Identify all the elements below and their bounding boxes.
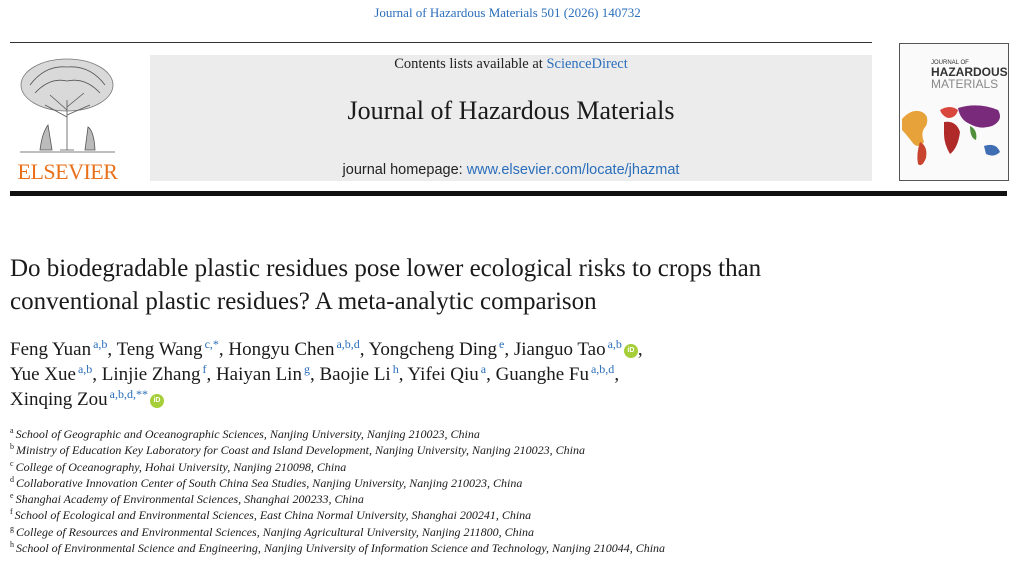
author-name: Baojie Li [319, 364, 391, 385]
article-title-line2: conventional plastic residues? A meta-analytic comparison [10, 288, 597, 315]
author-name: Yongcheng Ding [368, 339, 498, 360]
author[interactable] [496, 364, 619, 385]
author-affiliation-marks[interactable]: a [480, 362, 487, 376]
author-affiliation-marks[interactable]: c,* [204, 337, 219, 351]
author-affiliation-marks[interactable]: a,b [607, 337, 622, 351]
author[interactable] [408, 364, 491, 385]
header-rule [10, 42, 872, 43]
author[interactable] [102, 364, 211, 385]
author-affiliation-marks[interactable]: a,b [77, 362, 93, 376]
affiliation-text: Collaborative Innovation Center of South China Sea Studies, Nanjing University, Nanjing 210023, China [16, 475, 523, 490]
author-affiliation-marks[interactable]: h [392, 362, 399, 376]
author-separator: , [359, 339, 365, 360]
affiliation-list [10, 426, 1010, 556]
cover-small-text: JOURNAL OF [931, 60, 969, 66]
author[interactable] [216, 364, 315, 385]
contents-prefix: Contents lists available at [394, 56, 543, 72]
author-separator: , [218, 339, 224, 360]
journal-citation[interactable]: Journal of Hazardous Materials 501 (2026) 140732 [374, 5, 641, 20]
publisher-name: ELSEVIER [17, 159, 118, 184]
journal-cover[interactable] [899, 43, 1009, 181]
author[interactable] [319, 364, 403, 385]
author-affiliation-marks[interactable]: a,b,d [336, 337, 360, 351]
affiliation-key: a [10, 426, 14, 435]
affiliation-item [10, 426, 1010, 442]
author-separator: , [504, 339, 510, 360]
author[interactable] [369, 339, 510, 360]
affiliation-key: f [10, 507, 13, 517]
author-name: Yue Xue [10, 364, 76, 385]
author[interactable] [10, 364, 97, 385]
affiliation-text: College of Oceanography, Hohai University, Nanjing 210098, China [15, 459, 347, 474]
author-separator: , [206, 364, 212, 385]
cover-title-line2: MATERIALS [931, 77, 999, 91]
affiliation-text: School of Ecological and Environmental Sciences, East China Normal University, Shanghai 200241, China [14, 508, 532, 523]
affiliation-key: c [10, 458, 14, 468]
affiliation-item [10, 507, 1010, 523]
affiliation-item [10, 459, 1010, 475]
author-name: Guanghe Fu [495, 364, 589, 385]
homepage-link[interactable]: www.elsevier.com/locate/jhazmat [466, 162, 680, 178]
author-affiliation-marks[interactable]: g [303, 362, 310, 376]
author-name: Feng Yuan [10, 339, 92, 360]
cover-title-line1: HAZARDOUS [931, 65, 1008, 79]
author-separator: , [309, 364, 315, 385]
article-title [10, 252, 1010, 318]
affiliation-text: School of Environmental Science and Engineering, Nanjing University of Information Science and Technology, Nanjing 210044, China [16, 541, 666, 556]
affiliation-key: g [10, 523, 14, 533]
affiliation-key: b [10, 442, 14, 452]
author-affiliation-marks[interactable]: e [499, 337, 505, 351]
homepage-prefix: journal homepage: [342, 162, 463, 178]
author[interactable] [228, 339, 364, 360]
world-map-icon [900, 94, 1008, 174]
author-separator: , [107, 339, 113, 360]
affiliation-text: College of Resources and Environmental Sciences, Nanjing Agricultural University, Nanjing 211800, China [16, 524, 534, 539]
author-name: Linjie Zhang [101, 364, 201, 385]
journal-masthead [150, 55, 872, 181]
author[interactable] [10, 389, 164, 410]
author-name: Teng Wang [116, 339, 203, 360]
author-separator: , [486, 364, 491, 385]
author-affiliation-marks[interactable]: a,b,d,** [109, 387, 148, 401]
sciencedirect-link[interactable]: ScienceDirect [546, 56, 628, 72]
author[interactable] [514, 339, 643, 360]
author-name: Haiyan Lin [215, 364, 302, 385]
affiliation-key: d [10, 474, 14, 484]
orcid-icon[interactable]: iD [150, 394, 164, 408]
affiliation-item [10, 475, 1010, 491]
elsevier-logo[interactable] [10, 55, 125, 185]
affiliation-text: Ministry of Education Key Laboratory for Coast and Island Development, Nanjing University, Nanjing 210023, China [16, 443, 585, 458]
author-name: Yifei Qiu [407, 364, 479, 385]
author-affiliation-marks[interactable]: a,b,d [590, 362, 615, 376]
orcid-icon[interactable]: iD [624, 344, 638, 358]
author-name: Jianguo Tao [513, 339, 606, 360]
author-name: Hongyu Chen [228, 339, 335, 360]
journal-name: Journal of Hazardous Materials [347, 96, 675, 125]
affiliation-text: School of Geographic and Oceanographic Sciences, Nanjing University, Nanjing 210023, China [15, 427, 480, 441]
affiliation-text: Shanghai Academy of Environmental Sciences, Shanghai 200233, China [15, 492, 364, 507]
affiliation-key: h [10, 540, 14, 550]
affiliation-item [10, 540, 1010, 556]
tree-icon [10, 55, 125, 160]
author-list [10, 337, 1010, 412]
author-separator: , [398, 364, 404, 385]
author[interactable] [10, 339, 112, 360]
header-divider [10, 191, 1007, 196]
contents-line [150, 56, 872, 73]
author-affiliation-marks[interactable]: a,b [93, 337, 108, 351]
author-separator: , [614, 364, 620, 385]
author-separator: , [92, 364, 98, 385]
affiliation-item [10, 491, 1010, 507]
homepage-line [150, 162, 872, 178]
affiliation-item [10, 524, 1010, 540]
author-separator: , [637, 339, 643, 360]
affiliation-key: e [10, 491, 14, 501]
author-affiliation-marks[interactable]: f [202, 362, 207, 376]
author[interactable] [117, 339, 224, 360]
author-name: Xinqing Zou [10, 389, 108, 410]
affiliation-item [10, 442, 1010, 458]
article-title-line1: Do biodegradable plastic residues pose lower ecological risks to crops than [10, 255, 762, 282]
